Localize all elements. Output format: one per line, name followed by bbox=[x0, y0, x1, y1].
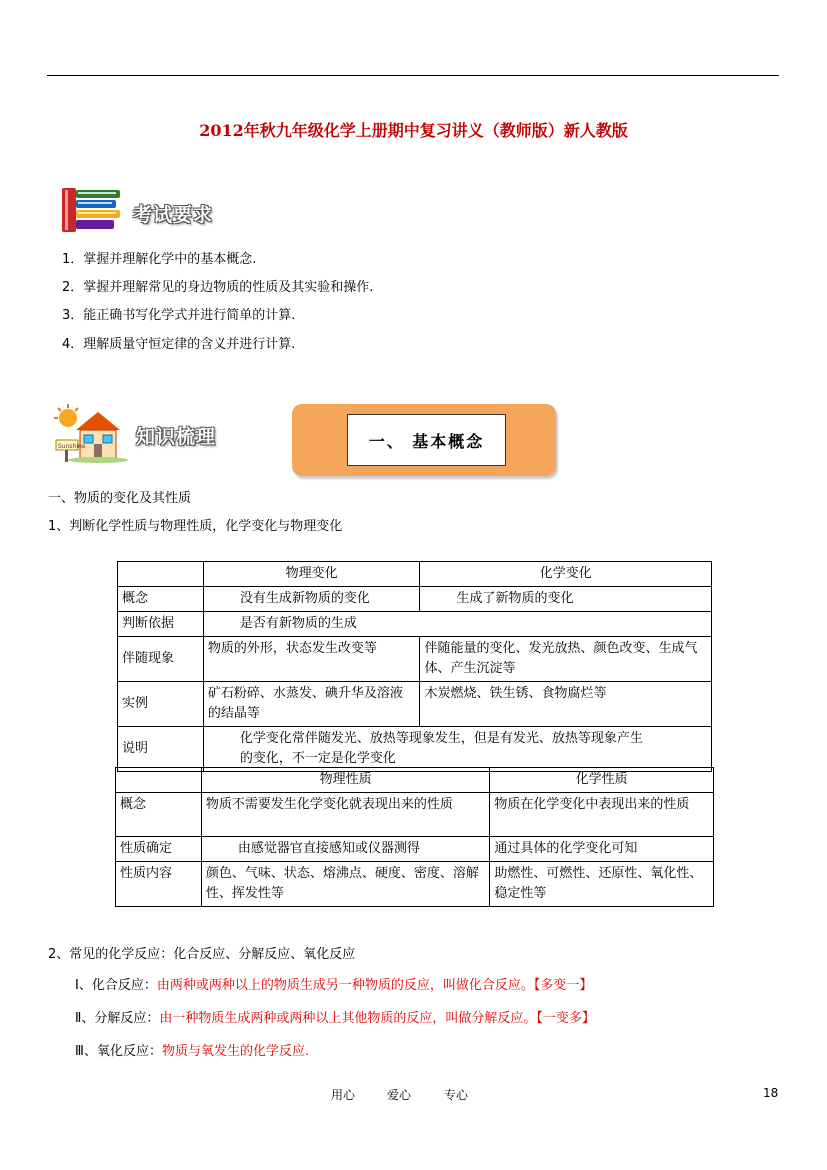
row-label: 性质内容 bbox=[116, 862, 202, 907]
reaction-definition: 物质与氧发生的化学反应. bbox=[161, 1044, 310, 1059]
row-label: 性质确定 bbox=[116, 837, 202, 862]
table-row bbox=[118, 612, 712, 637]
row-label: 伴随现象 bbox=[118, 637, 204, 682]
reaction-prefix: Ⅲ、氧化反应： bbox=[75, 1044, 162, 1059]
table-row bbox=[118, 587, 712, 612]
cell-physical: 物质不需要发生化学变化就表现出来的性质 bbox=[201, 793, 490, 837]
requirement-item-3: 3．能正确书写化学式并进行简单的计算. bbox=[62, 308, 296, 323]
row-label: 说明 bbox=[118, 727, 204, 772]
footer-word-2: 爱心 bbox=[387, 1088, 412, 1102]
change-comparison-table bbox=[117, 561, 712, 772]
cell-physical: 颜色、气味、状态、熔沸点、硬度、密度、溶解性、挥发性等 bbox=[201, 862, 490, 907]
part1-heading: 一、物质的变化及其性质 bbox=[48, 491, 192, 506]
row-label: 概念 bbox=[116, 793, 202, 837]
footer-word-1: 用心 bbox=[331, 1088, 356, 1102]
cell-physical: 物质的外形，状态发生改变等 bbox=[203, 637, 420, 682]
table-row bbox=[116, 793, 714, 837]
row-label: 实例 bbox=[118, 682, 204, 727]
row-label: 判断依据 bbox=[118, 612, 204, 637]
topic-box-basic-concepts: 一、 基本概念 bbox=[347, 414, 506, 466]
cell-chemical: 助燃性、可燃性、还原性、氧化性、稳定性等 bbox=[490, 862, 714, 907]
table-row bbox=[118, 637, 712, 682]
page-number: 18 bbox=[763, 1086, 779, 1100]
reaction-prefix: Ⅱ、分解反应： bbox=[75, 1011, 160, 1026]
header-rule bbox=[47, 75, 779, 76]
table-header-row bbox=[116, 768, 714, 793]
header-cell-empty bbox=[116, 768, 202, 793]
table-header-row bbox=[118, 562, 712, 587]
reaction-item-oxidation bbox=[75, 1040, 309, 1059]
table-row bbox=[116, 837, 714, 862]
document-title: 2012年秋九年级化学上册期中复习讲义（教师版）新人教版 bbox=[199, 121, 628, 140]
cell-merged: 是否有新物质的生成 bbox=[203, 612, 711, 637]
row-label: 概念 bbox=[118, 587, 204, 612]
reaction-item-combination bbox=[75, 974, 592, 993]
table-row bbox=[116, 862, 714, 907]
header-physical-property: 物理性质 bbox=[201, 768, 490, 793]
header-chemical-property: 化学性质 bbox=[490, 768, 714, 793]
table-row bbox=[118, 727, 712, 772]
knowledge-review-banner: 知识梳理 bbox=[136, 426, 217, 448]
cell-physical: 没有生成新物质的变化 bbox=[203, 587, 420, 612]
reaction-item-decomposition bbox=[75, 1007, 595, 1026]
footer-word-3: 专心 bbox=[444, 1088, 469, 1102]
property-comparison-table bbox=[115, 767, 714, 907]
reaction-definition: 由两种或两种以上的物质生成另一种物质的反应，叫做化合反应。【多变一】 bbox=[156, 978, 593, 993]
books-icon bbox=[56, 186, 126, 234]
exam-requirements-banner: 考试要求 bbox=[133, 204, 214, 226]
sunshine-sign: Sunshine bbox=[58, 443, 86, 450]
cell-chemical: 伴随能量的变化、发光放热、颜色改变、生成气体、产生沉淀等 bbox=[420, 637, 712, 682]
cell-chemical: 通过具体的化学变化可知 bbox=[490, 837, 714, 862]
table-row bbox=[118, 682, 712, 727]
header-cell-empty bbox=[118, 562, 204, 587]
cell-chemical: 生成了新物质的变化 bbox=[420, 587, 712, 612]
cell-chemical: 物质在化学变化中表现出来的性质 bbox=[490, 793, 714, 837]
header-physical-change: 物理变化 bbox=[203, 562, 420, 587]
requirement-item-4: 4．理解质量守恒定律的含义并进行计算. bbox=[62, 337, 296, 352]
requirement-item-2: 2．掌握并理解常见的身边物质的性质及其实验和操作. bbox=[62, 280, 374, 295]
requirement-item-1: 1．掌握并理解化学中的基本概念. bbox=[62, 252, 257, 267]
part1-subheading: 1、判断化学性质与物理性质，化学变化与物理变化 bbox=[48, 519, 343, 534]
cell-chemical: 木炭燃烧、铁生锈、食物腐烂等 bbox=[420, 682, 712, 727]
reaction-prefix: Ⅰ、化合反应： bbox=[75, 978, 157, 993]
cell-physical: 由感觉器官直接感知或仪器测得 bbox=[201, 837, 490, 862]
cell-merged: 化学变化常伴随发光、放热等现象发生，但是有发光、放热等现象产生的变化，不一定是化学变化 bbox=[203, 727, 711, 772]
header-chemical-change: 化学变化 bbox=[420, 562, 712, 587]
reaction-definition: 由一种物质生成两种或两种以上其他物质的反应，叫做分解反应。【一变多】 bbox=[159, 1011, 595, 1026]
cell-physical: 矿石粉碎、水蒸发、碘升华及溶液的结晶等 bbox=[203, 682, 420, 727]
part2-heading: 2、常见的化学反应：化合反应、分解反应、氧化反应 bbox=[48, 947, 356, 962]
house-icon bbox=[54, 404, 130, 464]
